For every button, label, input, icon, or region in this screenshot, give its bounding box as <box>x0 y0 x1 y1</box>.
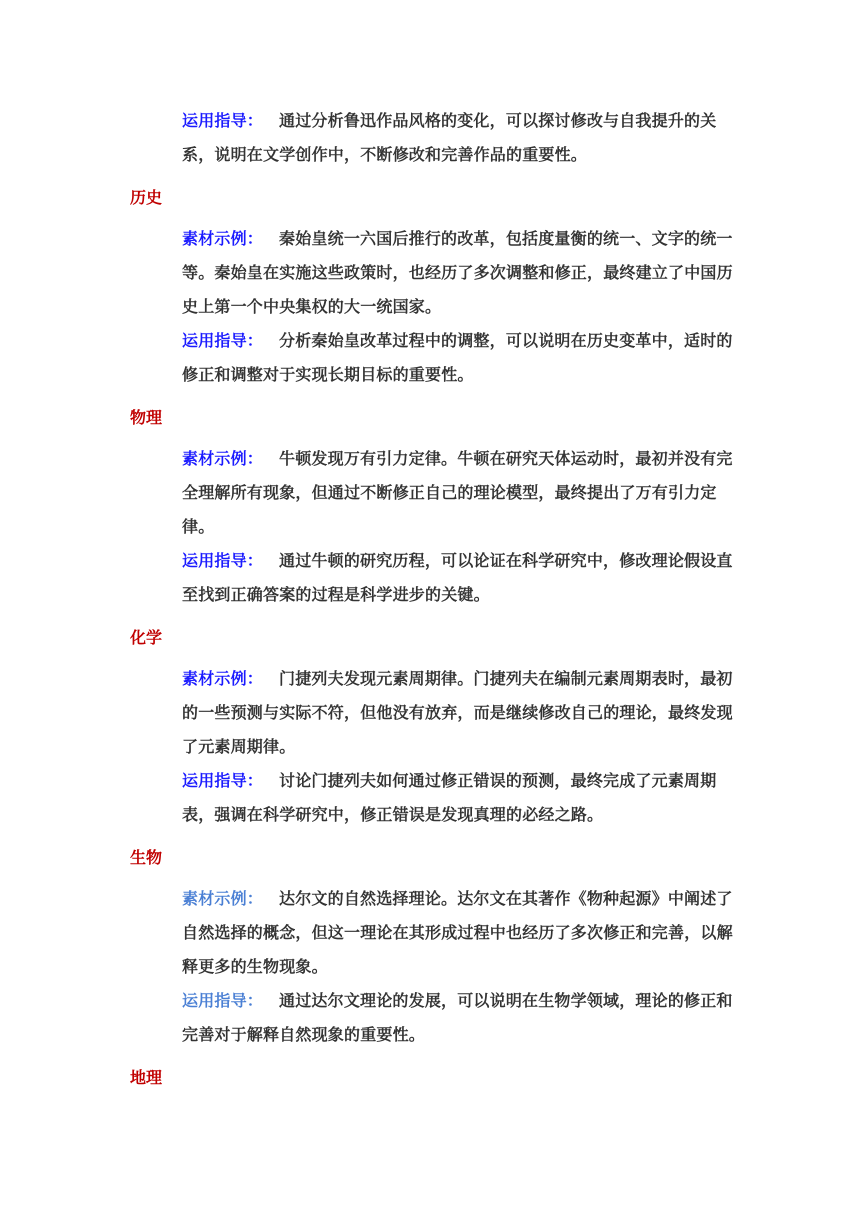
example-text: 门捷列夫发现元素周期律。门捷列夫在编制元素周期表时，最初的一些预测与实际不符，但他没有放弃，而是继续修改自己的理论，最终发现了元素周期律。 <box>182 669 733 756</box>
biology-example-paragraph <box>182 882 734 984</box>
guide-text: 通过牛顿的研究历程，可以论证在科学研究中，修改理论假设直至找到正确答案的过程是科学进步的关键。 <box>182 551 733 604</box>
section-heading-biology: 生物 <box>130 848 163 867</box>
history-example-paragraph <box>182 222 734 324</box>
guide-text: 通过达尔文理论的发展，可以说明在生物学领域，理论的修正和完善对于解释自然现象的重要性。 <box>182 991 733 1044</box>
chemistry-example-paragraph <box>182 662 734 764</box>
section-heading-history: 历史 <box>130 188 163 207</box>
section-heading-chemistry: 化学 <box>130 628 163 647</box>
example-text: 达尔文的自然选择理论。达尔文在其著作《物种起源》中阐述了自然选择的概念，但这一理论在其形成过程中也经历了多次修正和完善，以解释更多的生物现象。 <box>182 889 733 976</box>
history-guide-paragraph <box>182 324 734 392</box>
chemistry-guide-paragraph <box>182 764 734 832</box>
physics-example-paragraph <box>182 442 734 544</box>
biology-guide-paragraph <box>182 984 734 1052</box>
section-heading-physics: 物理 <box>130 408 163 427</box>
guide-label: 运用指导： <box>182 771 264 790</box>
guide-text: 分析秦始皇改革过程中的调整，可以说明在历史变革中，适时的修正和调整对于实现长期目标的重要性。 <box>182 331 733 384</box>
section-heading-geography: 地理 <box>130 1068 163 1087</box>
intro-guide-paragraph <box>182 104 734 172</box>
guide-label: 运用指导： <box>182 111 264 130</box>
guide-label: 运用指导： <box>182 991 264 1010</box>
example-label: 素材示例： <box>182 889 264 908</box>
physics-guide-paragraph <box>182 544 734 612</box>
guide-label: 运用指导： <box>182 551 264 570</box>
example-label: 素材示例： <box>182 229 264 248</box>
example-label: 素材示例： <box>182 449 264 468</box>
example-text: 牛顿发现万有引力定律。牛顿在研究天体运动时，最初并没有完全理解所有现象，但通过不断修正自己的理论模型，最终提出了万有引力定律。 <box>182 449 733 536</box>
guide-text: 讨论门捷列夫如何通过修正错误的预测，最终完成了元素周期表，强调在科学研究中，修正错误是发现真理的必经之路。 <box>182 771 717 824</box>
example-text: 秦始皇统一六国后推行的改革，包括度量衡的统一、文字的统一等。秦始皇在实施这些政策时，也经历了多次调整和修正，最终建立了中国历史上第一个中央集权的大一统国家。 <box>182 229 733 316</box>
example-label: 素材示例： <box>182 669 264 688</box>
guide-text: 通过分析鲁迅作品风格的变化，可以探讨修改与自我提升的关系，说明在文学创作中，不断修改和完善作品的重要性。 <box>182 111 717 164</box>
guide-label: 运用指导： <box>182 331 264 350</box>
